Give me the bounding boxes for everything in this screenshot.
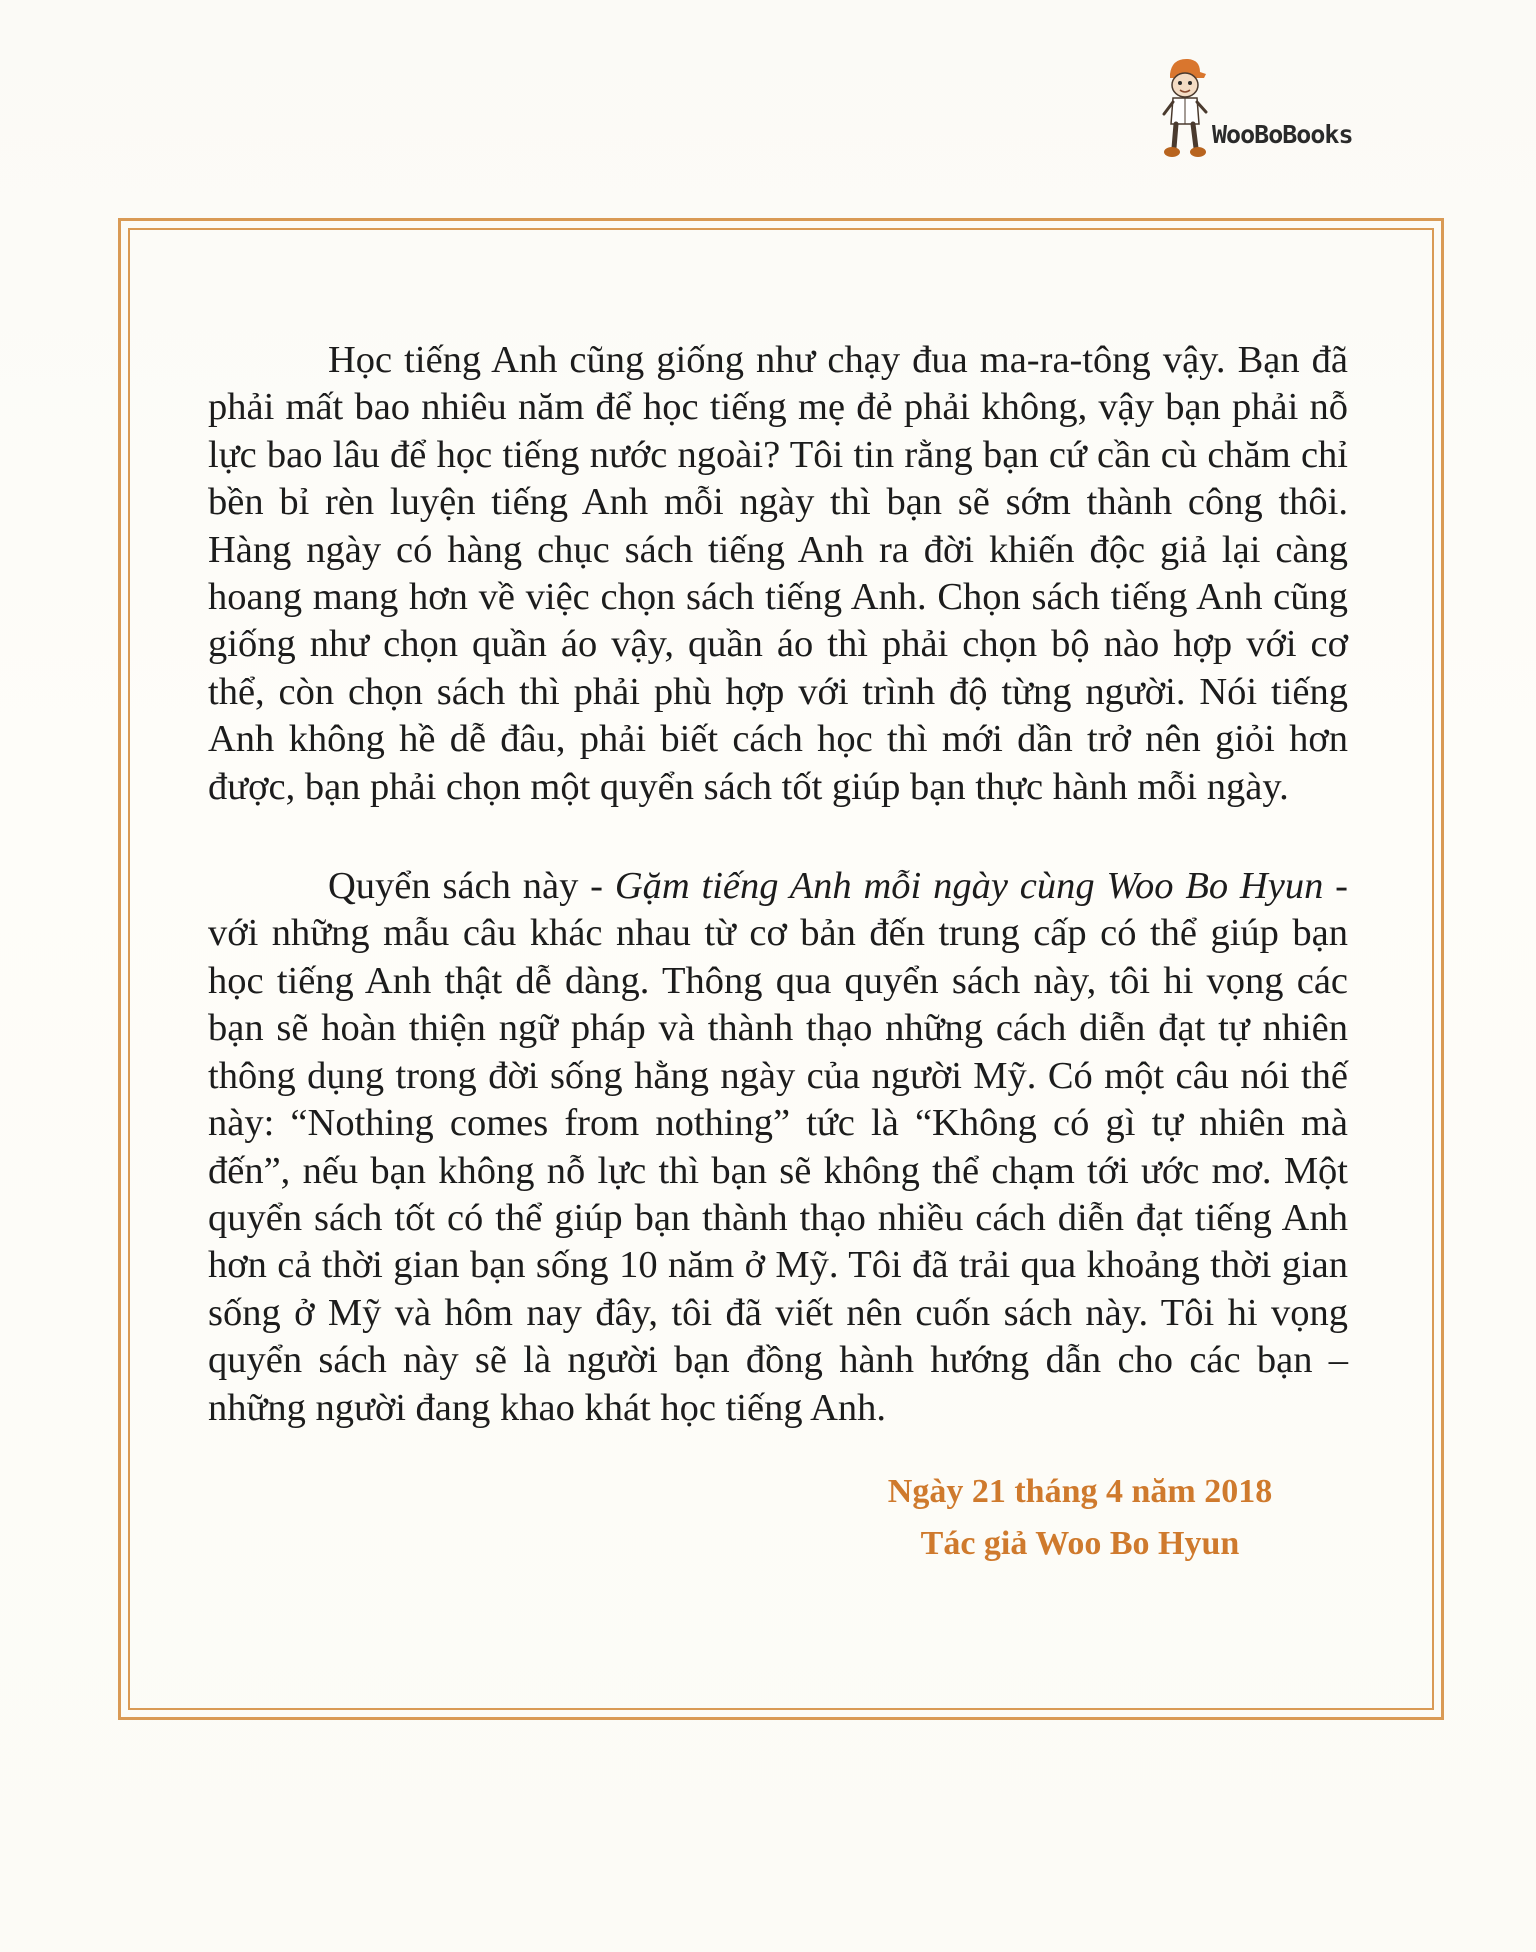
- signature-author: Tác giả Woo Bo Hyun: [920, 1525, 1240, 1562]
- paragraph-2: [208, 863, 1348, 1432]
- logo-text: WooBoBooks: [1212, 120, 1353, 149]
- paragraph-2-rest: - với những mẫu câu khác nhau từ cơ bản đến trung cấp có thể giúp bạn học tiếng Anh thật dễ dàng. Thông qua quyển sách này, tôi hi vọng các bạn sẽ hoàn thiện ngữ pháp và thành thạo những cách diễn đạt tự nhiên thông dụng trong đời sống hằng ngày của người Mỹ. Có một câu nói thế này: “Nothing comes from nothing” tức là “Không có gì tự nhiên mà đến”, nếu bạn không nỗ lực thì bạn sẽ không thể chạm tới ước mơ. Một quyển sách tốt có thể giúp bạn thành thạo nhiều cách diễn đạt tiếng Anh hơn cả thời gian bạn sống 10 năm ở Mỹ. Tôi đã trải qua khoảng thời gian sống ở Mỹ và hôm nay đây, tôi đã viết nên cuốn sách này. Tôi hi vọng quyển sách này sẽ là người bạn đồng hành hướng dẫn cho các bạn – những người đang khao khát học tiếng Anh.: [208, 865, 1348, 1429]
- signature-date: Ngày 21 tháng 4 năm 2018: [887, 1473, 1273, 1510]
- publisher-logo: [1160, 52, 1360, 172]
- preface-text: [208, 337, 1348, 1432]
- paragraph-2-lead: Quyển sách này -: [328, 865, 615, 908]
- book-title: Gặm tiếng Anh mỗi ngày cùng Woo Bo Hyun: [614, 865, 1324, 908]
- paragraph-1: Học tiếng Anh cũng giống như chạy đua ma-ra-tông vậy. Bạn đã phải mất bao nhiêu năm để học tiếng mẹ đẻ phải không, vậy bạn phải nỗ lực bao lâu để học tiếng nước ngoài? Tôi tin rằng bạn cứ cần cù chăm chỉ bền bỉ rèn luyện tiếng Anh mỗi ngày thì bạn sẽ sớm thành công thôi. Hàng ngày có hàng chục sách tiếng Anh ra đời khiến độc giả lại càng hoang mang hơn về việc chọn sách tiếng Anh. Chọn sách tiếng Anh cũng giống như chọn quần áo vậy, quần áo thì phải chọn bộ nào hợp với cơ thể, còn chọn sách thì phải phù hợp với trình độ từng người. Nói tiếng Anh không hề dễ đâu, phải biết cách học thì mới dần trở nên giỏi hơn được, bạn phải chọn một quyển sách tốt giúp bạn thực hành mỗi ngày.: [208, 339, 1348, 808]
- mascot-icon: [1160, 52, 1208, 162]
- signature-block: [840, 1466, 1320, 1570]
